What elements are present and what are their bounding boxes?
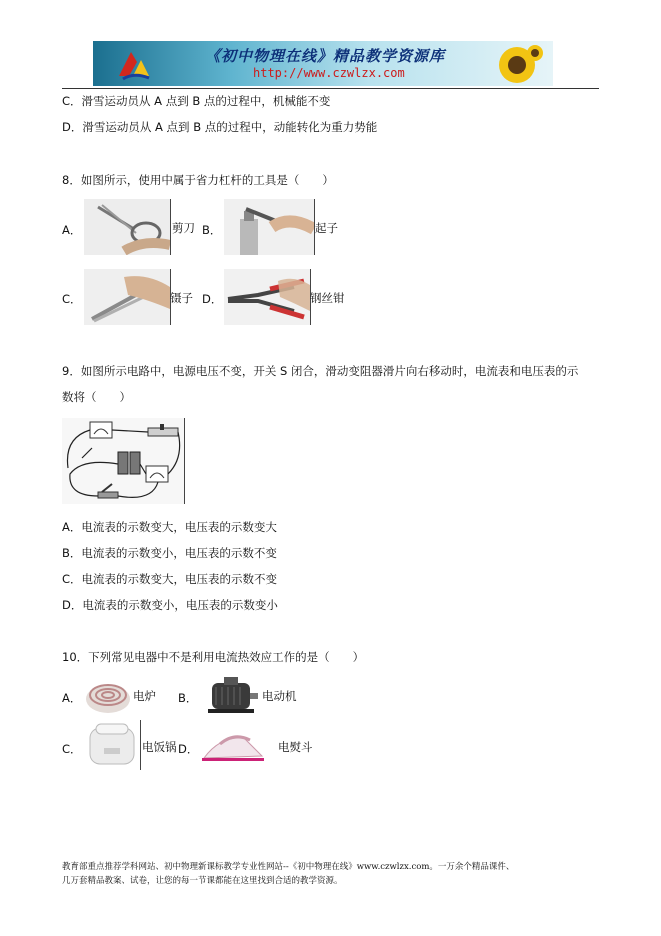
scissors-icon: [84, 199, 170, 255]
q9-option-b: B．电流表的示数变小，电压表的示数不变: [62, 546, 277, 560]
q8-b-letter: B．: [202, 223, 222, 237]
q10-a-label: 电炉: [133, 689, 156, 703]
q9-stem-line2: 数将（ ）: [62, 390, 131, 404]
q10-b-letter: B．: [178, 691, 198, 705]
pliers-icon: [224, 269, 310, 325]
tweezers-icon: [84, 269, 170, 325]
q10-c-letter: C．: [62, 742, 82, 756]
rice-cooker-icon: [84, 720, 140, 770]
footer: [62, 860, 602, 888]
bottle-opener-icon: [224, 199, 314, 255]
q8-c-letter: C．: [62, 292, 82, 306]
q10-a-letter: A．: [62, 691, 82, 705]
q7-option-c: C．滑雪运动员从 A 点到 B 点的过程中，机械能不变: [62, 94, 331, 108]
tweezers-image: [84, 269, 171, 325]
rice-cooker-image: [84, 720, 141, 770]
logo-icon: [115, 46, 153, 82]
electric-stove-icon: [84, 673, 132, 717]
q8-d-letter: D．: [202, 292, 223, 306]
electric-motor-image: [202, 675, 260, 717]
footer-line1: 教育部重点推荐学科网站、初中物理新课标教学专业性网站--《初中物理在线》www.czwlzx.com。一万余个精品课件、: [62, 862, 515, 872]
header-banner: [93, 41, 553, 86]
q10-b-label: 电动机: [262, 689, 297, 703]
footer-line2: 几万套精品教案、试卷，让您的每一节课都能在这里找到合适的教学资源。: [62, 876, 343, 886]
q10-c-label: 电饭锅: [142, 740, 177, 754]
pliers-image: [224, 269, 311, 325]
electric-iron-icon: [200, 726, 268, 766]
electric-iron-image: [200, 726, 268, 766]
q8-stem: 8．如图所示，使用中属于省力杠杆的工具是（ ）: [62, 173, 334, 187]
q8-b-label: 起子: [315, 221, 338, 235]
electric-motor-icon: [202, 675, 260, 717]
banner-title: 《初中物理在线》精品教学资源库: [205, 47, 446, 65]
q10-d-label: 电熨斗: [278, 740, 313, 754]
circuit-diagram-image: [62, 418, 185, 504]
q10-stem: 10．下列常见电器中不是利用电流热效应工作的是（ ）: [62, 650, 365, 664]
q7-option-d: D．滑雪运动员从 A 点到 B 点的过程中，动能转化为重力势能: [62, 120, 378, 134]
sunflower-image: [487, 43, 547, 86]
q8-d-label: 钢丝钳: [310, 291, 345, 305]
scissors-image: [84, 199, 171, 255]
q9-option-a: A．电流表的示数变大，电压表的示数变大: [62, 520, 277, 534]
q8-a-letter: A．: [62, 223, 82, 237]
q9-option-d: D．电流表的示数变小，电压表的示数变小: [62, 598, 278, 612]
q10-d-letter: D．: [178, 742, 199, 756]
q8-a-label: 剪刀: [172, 221, 195, 235]
electric-stove-image: [84, 673, 132, 717]
banner-url[interactable]: http://www.czwlzx.com: [253, 66, 405, 80]
header-rule: [62, 88, 599, 89]
q9-stem-line1: 9．如图所示电路中，电源电压不变，开关 S 闭合，滑动变阻器滑片向右移动时，电流表和电压表的示: [62, 364, 579, 378]
q9-option-c: C．电流表的示数变大，电压表的示数不变: [62, 572, 278, 586]
bottle-opener-image: [224, 199, 315, 255]
q8-c-label: 镊子: [170, 291, 193, 305]
circuit-icon: [62, 418, 184, 504]
